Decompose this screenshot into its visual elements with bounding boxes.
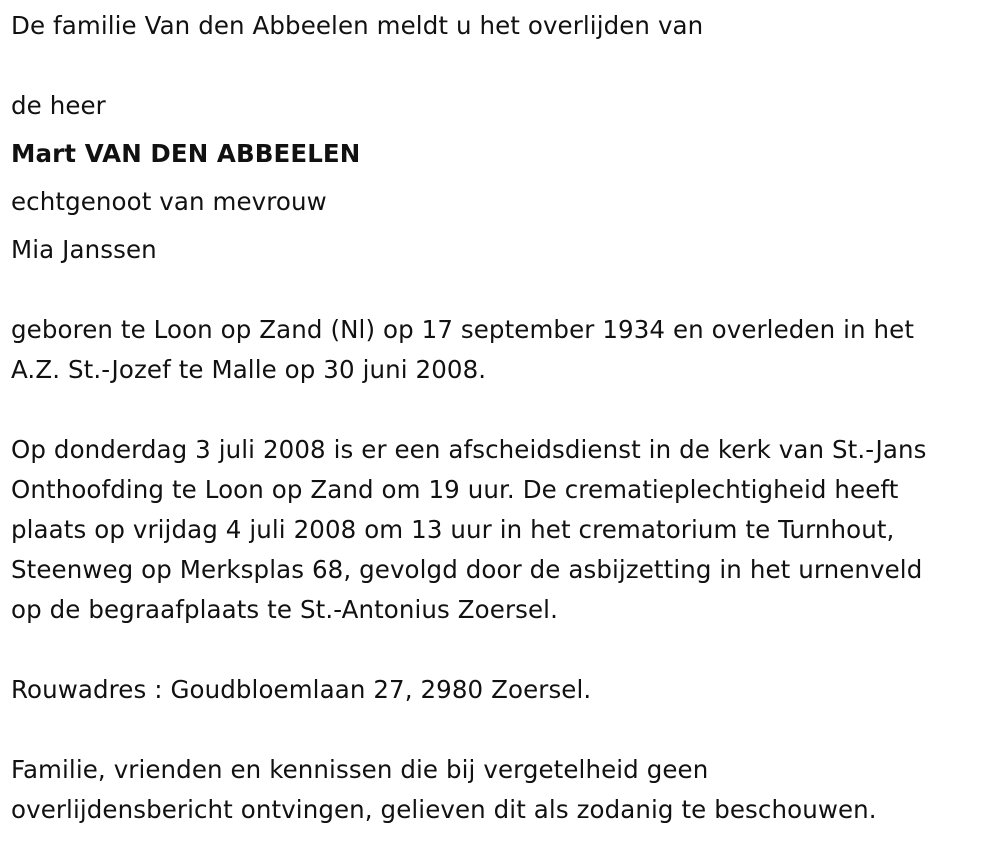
birth-death-line: A.Z. St.-Jozef te Malle op 30 juni 2008. [11, 355, 487, 384]
mourning-address: Rouwadres : Goudbloemlaan 27, 2980 Zoersel. [11, 675, 592, 704]
closing-line: Familie, vrienden en kennissen die bij vergetelheid geen [11, 755, 709, 784]
ceremony-line: plaats op vrijdag 4 juli 2008 om 13 uur in het crematorium te Turnhout, [11, 515, 895, 544]
salutation: de heer [11, 91, 106, 120]
ceremony-line: Onthoofding te Loon op Zand om 19 uur. De crematieplechtigheid heeft [11, 475, 899, 504]
relation-text: echtgenoot van mevrouw [11, 187, 327, 216]
birth-death-line: geboren te Loon op Zand (Nl) op 17 september 1934 en overleden in het [11, 315, 915, 344]
deceased-name: Mart VAN DEN ABBEELEN [11, 139, 361, 168]
intro-text: De familie Van den Abbeelen meldt u het overlijden van [11, 11, 704, 40]
ceremony-line: Steenweg op Merksplas 68, gevolgd door de asbijzetting in het urnenveld [11, 555, 923, 584]
spouse-name: Mia Janssen [11, 235, 157, 264]
ceremony-line: op de begraafplaats te St.-Antonius Zoersel. [11, 595, 558, 624]
closing-line: overlijdensbericht ontvingen, gelieven dit als zodanig te beschouwen. [11, 795, 877, 824]
ceremony-line: Op donderdag 3 juli 2008 is er een afscheidsdienst in de kerk van St.-Jans [11, 435, 927, 464]
